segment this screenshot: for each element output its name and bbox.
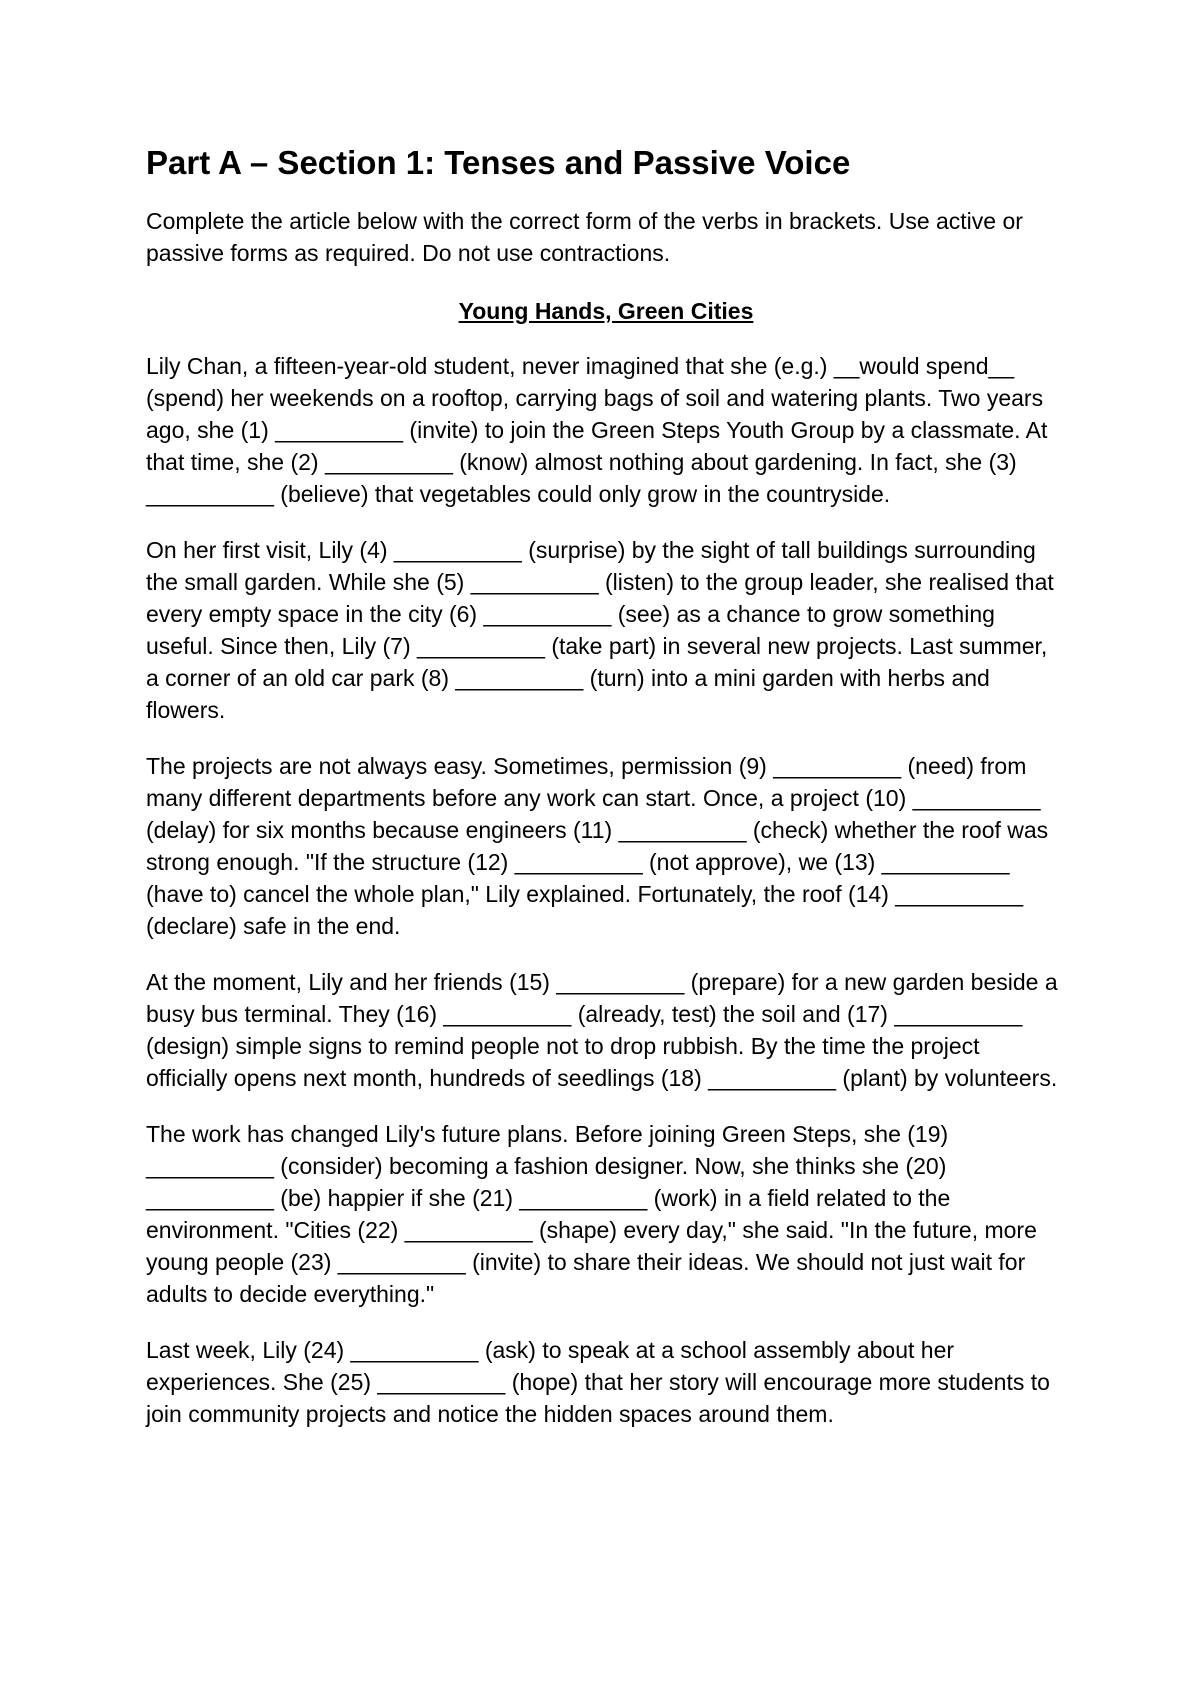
article-paragraph-6: Last week, Lily (24) __________ (ask) to speak at a school assembly about her experiences. She (25) __________ (hope) that her story will encourage more students to join community projects and notice the hidden spaces around them.: [146, 1336, 1050, 1427]
article-paragraph-3: The projects are not always easy. Sometimes, permission (9) __________ (need) from many different departments before any work can start. Once, a project (10) __________ (delay) for six months because engineers (11) __________ (check) whether the roof was strong enough. "If the structure (12) __________ (not approve), we (13) __________ (have to) cancel the whole plan," Lily explained. Fortunately, the roof (14) __________ (declare) safe in the end.: [146, 752, 1049, 939]
article-title: Young Hands, Green Cities: [458, 297, 754, 324]
article-paragraph-1: Lily Chan, a fifteen-year-old student, never imagined that she (e.g.) __would spend__ (spend) her weekends on a rooftop, carrying bags of soil and watering plants. Two years ago, she (1) __________ (invite) to join the Green Steps Youth Group by a classmate. At that time, she (2) __________ (know) almost nothing about gardening. In fact, she (3) __________ (believe) that vegetables could only grow in the countryside.: [146, 352, 1048, 507]
article-paragraph-4: At the moment, Lily and her friends (15) __________ (prepare) for a new garden beside a busy bus terminal. They (16) __________ (already, test) the soil and (17) __________ (design) simple signs to remind people not to drop rubbish. By the time the project officially opens next month, hundreds of seedlings (18) __________ (plant) by volunteers.: [146, 968, 1058, 1091]
article-paragraph-5: The work has changed Lily's future plans. Before joining Green Steps, she (19) __________ (consider) becoming a fashion designer. Now, she thinks she (20) __________ (be) happier if she (21) __________ (work) in a field related to the environment. "Cities (22) __________ (shape) every day," she said. "In the future, more young people (23) __________ (invite) to share their ideas. We should not just wait for adults to decide everything.": [146, 1120, 1037, 1307]
instructions: Complete the article below with the correct form of the verbs in brackets. Use active or passive forms as required. Do not use contractions.: [146, 207, 1023, 266]
section-heading: Part A – Section 1: Tenses and Passive Voice: [146, 144, 851, 181]
article-paragraph-2: On her first visit, Lily (4) __________ (surprise) by the sight of tall buildings surrounding the small garden. While she (5) __________ (listen) to the group leader, she realised that every empty space in the city (6) __________ (see) as a chance to grow something useful. Since then, Lily (7) __________ (take part) in several new projects. Last summer, a corner of an old car park (8) __________ (turn) into a mini garden with herbs and flowers.: [146, 536, 1054, 723]
worksheet-page: [146, 143, 1066, 1454]
